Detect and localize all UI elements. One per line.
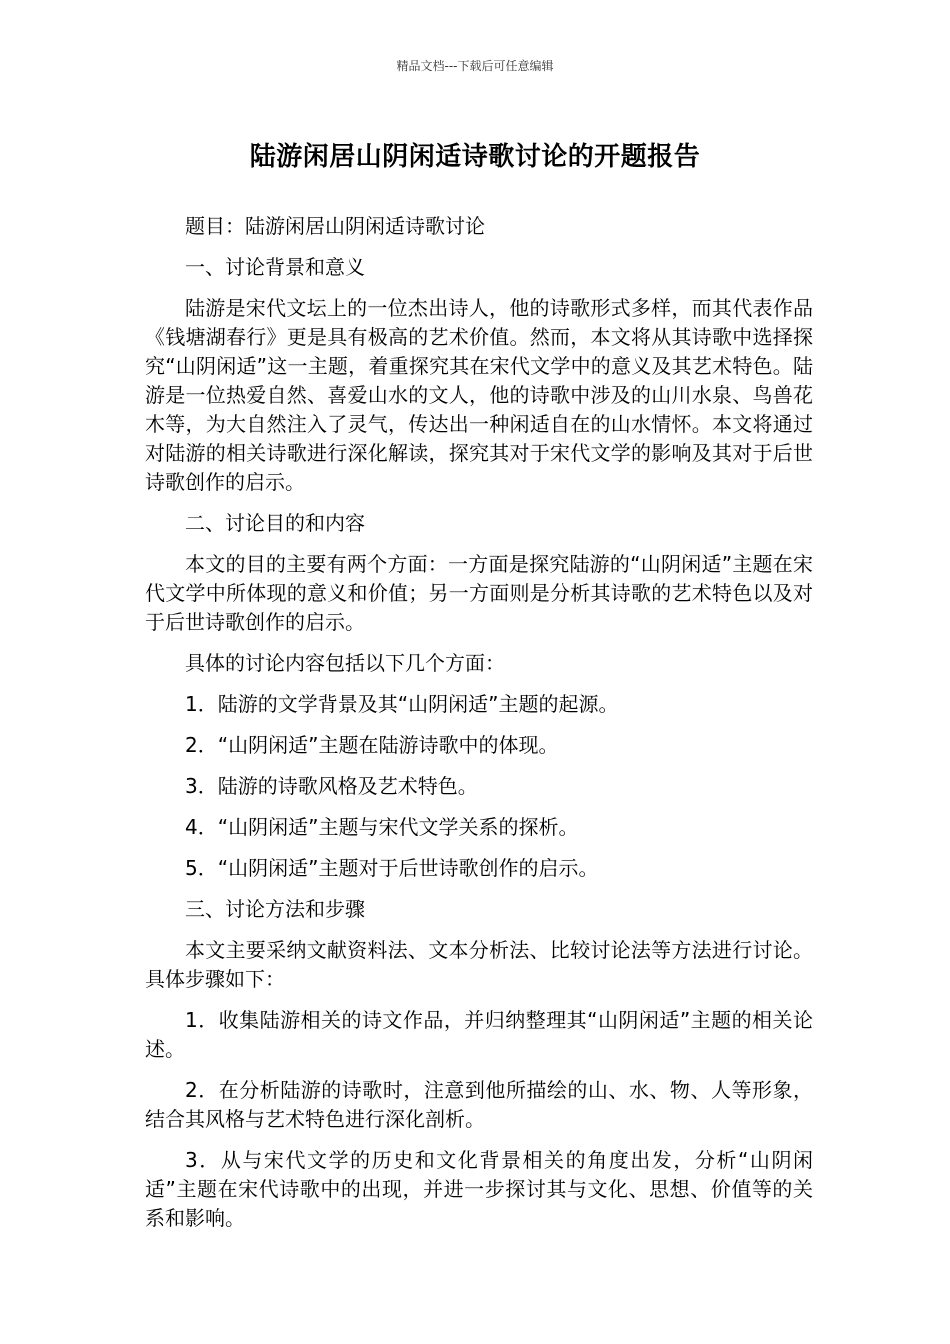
document-body xyxy=(145,212,813,1245)
header-note: 精品文档---下载后可任意编辑 xyxy=(396,59,554,73)
list-item-step-3: 3．从与宋代文学的历史和文化背景相关的角度出发，分析“山阴闲适”主题在宋代诗歌中的出现，并进一步探讨其与文化、思想、价值等的关系和影响。 xyxy=(145,1148,813,1230)
list-item-step-1: 1．收集陆游相关的诗文作品，并归纳整理其“山阴闲适”主题的相关论述。 xyxy=(145,1008,813,1061)
list-item-content-4: 4．“山阴闲适”主题与宋代文学关系的探析。 xyxy=(185,815,579,839)
paragraph-content-intro: 具体的讨论内容包括以下几个方面： xyxy=(185,651,505,675)
section-heading-background: 一、讨论背景和意义 xyxy=(185,255,365,279)
section-heading-method: 三、讨论方法和步骤 xyxy=(185,897,365,921)
page-title: 陆游闲居山阴闲适诗歌讨论的开题报告 xyxy=(249,142,701,172)
paragraph-purpose: 本文的目的主要有两个方面：一方面是探究陆游的“山阴闲适”主题在宋代文学中所体现的意义和价值；另一方面则是分析其诗歌的艺术特色以及对于后世诗歌创作的启示。 xyxy=(145,552,813,634)
paragraph-topic: 题目：陆游闲居山阴闲适诗歌讨论 xyxy=(185,214,485,238)
list-item-step-2: 2．在分析陆游的诗歌时，注意到他所描绘的山、水、物、人等形象，结合其风格与艺术特色进行深化剖析。 xyxy=(145,1078,813,1131)
paragraph-method: 本文主要采纳文献资料法、文本分析法、比较讨论法等方法进行讨论。具体步骤如下： xyxy=(145,938,813,991)
list-item-content-5: 5．“山阴闲适”主题对于后世诗歌创作的启示。 xyxy=(185,856,599,880)
list-item-content-1: 1．陆游的文学背景及其“山阴闲适”主题的起源。 xyxy=(185,692,619,716)
section-heading-purpose: 二、讨论目的和内容 xyxy=(185,511,365,535)
list-item-content-2: 2．“山阴闲适”主题在陆游诗歌中的体现。 xyxy=(185,733,559,757)
list-item-content-3: 3．陆游的诗歌风格及艺术特色。 xyxy=(185,774,478,798)
paragraph-background: 陆游是宋代文坛上的一位杰出诗人，他的诗歌形式多样，而其代表作品《钱塘湖春行》更是具有极高的艺术价值。然而，本文将从其诗歌中选择探究“山阴闲适”这一主题，着重探究其在宋代文学中的意义及其艺术特色。陆游是一位热爱自然、喜爱山水的文人，他的诗歌中涉及的山川水泉、鸟兽花木等，为大自然注入了灵气，传达出一种闲适自在的山水情怀。本文将通过对陆游的相关诗歌进行深化解读，探究其对于宋代文学的影响及其对于后世诗歌创作的启示。 xyxy=(145,296,813,494)
